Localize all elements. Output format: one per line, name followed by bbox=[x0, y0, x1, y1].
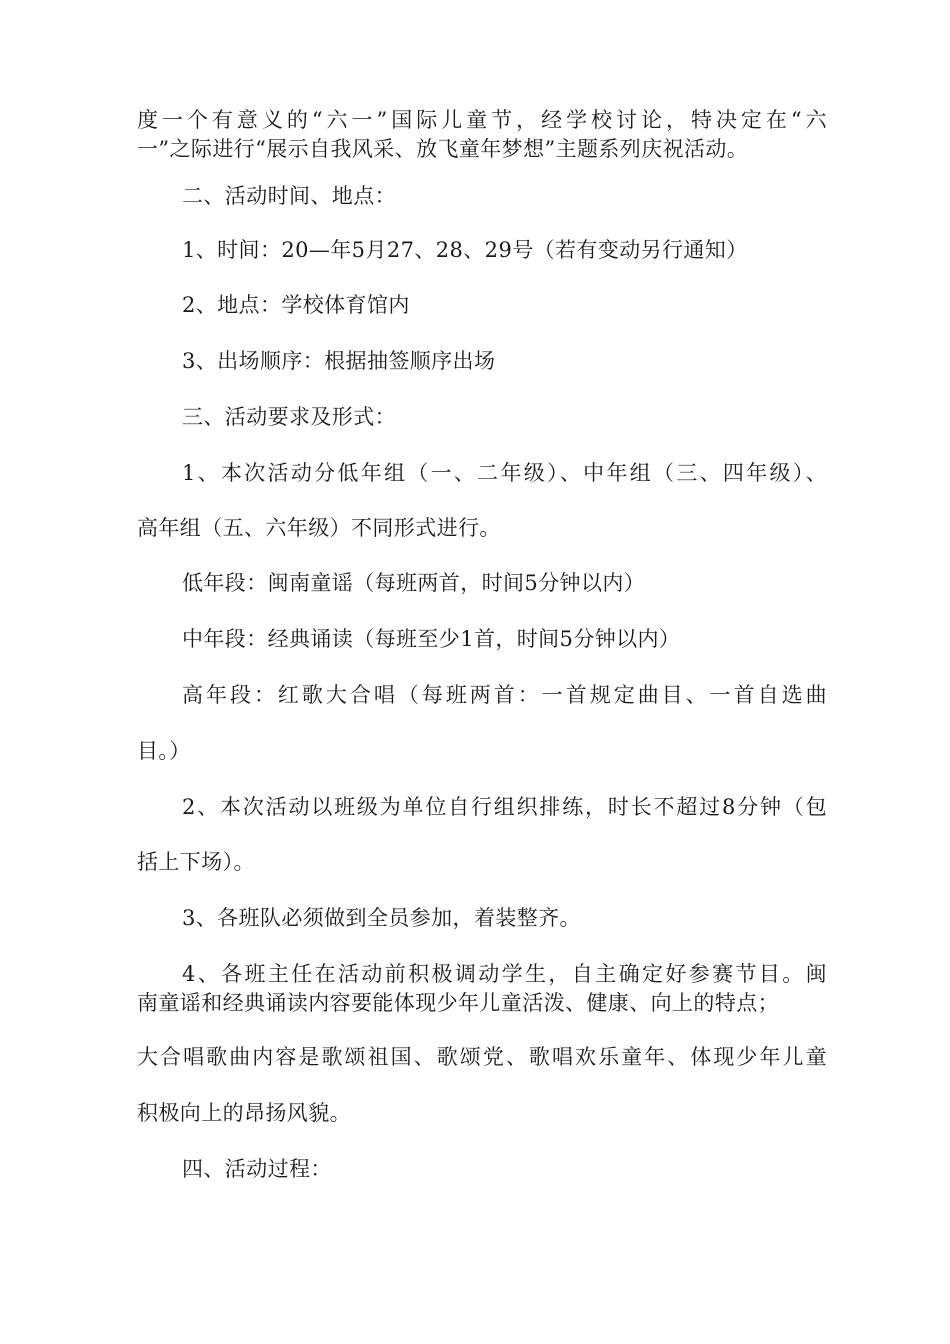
paragraph-line: 度一个有意义的“六一”国际儿童节，经学校讨论，特决定在“六 bbox=[137, 108, 827, 132]
list-item: 3、各班队必须做到全员参加，着装整齐。 bbox=[182, 906, 581, 930]
section-heading: 四、活动过程： bbox=[182, 1157, 332, 1181]
paragraph-line: 高年组（五、六年级）不同形式进行。 bbox=[137, 516, 501, 540]
list-item: 1、本次活动分低年组（一、二年级）、中年组（三、四年级）、 bbox=[182, 461, 827, 485]
section-heading: 三、活动要求及形式： bbox=[182, 405, 396, 429]
list-item: 2、本次活动以班级为单位自行组织排练，时长不超过8分钟（包 bbox=[182, 795, 827, 819]
list-item: 2、地点：学校体育馆内 bbox=[182, 293, 410, 317]
section-heading: 二、活动时间、地点： bbox=[182, 184, 396, 208]
list-item: 3、出场顺序：根据抽签顺序出场 bbox=[182, 349, 496, 373]
paragraph-line: 大合唱歌曲内容是歌颂祖国、歌颂党、歌唱欢乐童年、体现少年儿童 bbox=[137, 1045, 827, 1069]
list-item: 4、各班主任在活动前积极调动学生，自主确定好参赛节目。闽 bbox=[182, 962, 827, 986]
list-item: 1、时间：20—年5月27、28、29号（若有变动另行通知） bbox=[182, 238, 748, 262]
paragraph-line: 中年段：经典诵读（每班至少1首，时间5分钟以内） bbox=[182, 627, 681, 651]
paragraph-line: 积极向上的昂扬风貌。 bbox=[137, 1101, 351, 1125]
paragraph-line: 目。） bbox=[137, 739, 191, 763]
paragraph-line: 高年段：红歌大合唱（每班两首：一首规定曲目、一首自选曲 bbox=[182, 683, 827, 707]
paragraph-line: 一”之际进行“展示自我风采、放飞童年梦想”主题系列庆祝活动。 bbox=[137, 137, 749, 161]
paragraph-line: 南童谣和经典诵读内容要能体现少年儿童活泼、健康、向上的特点； bbox=[137, 991, 779, 1015]
paragraph-line: 低年段：闽南童谣（每班两首，时间5分钟以内） bbox=[182, 571, 646, 595]
paragraph-line: 括上下场）。 bbox=[137, 850, 255, 874]
